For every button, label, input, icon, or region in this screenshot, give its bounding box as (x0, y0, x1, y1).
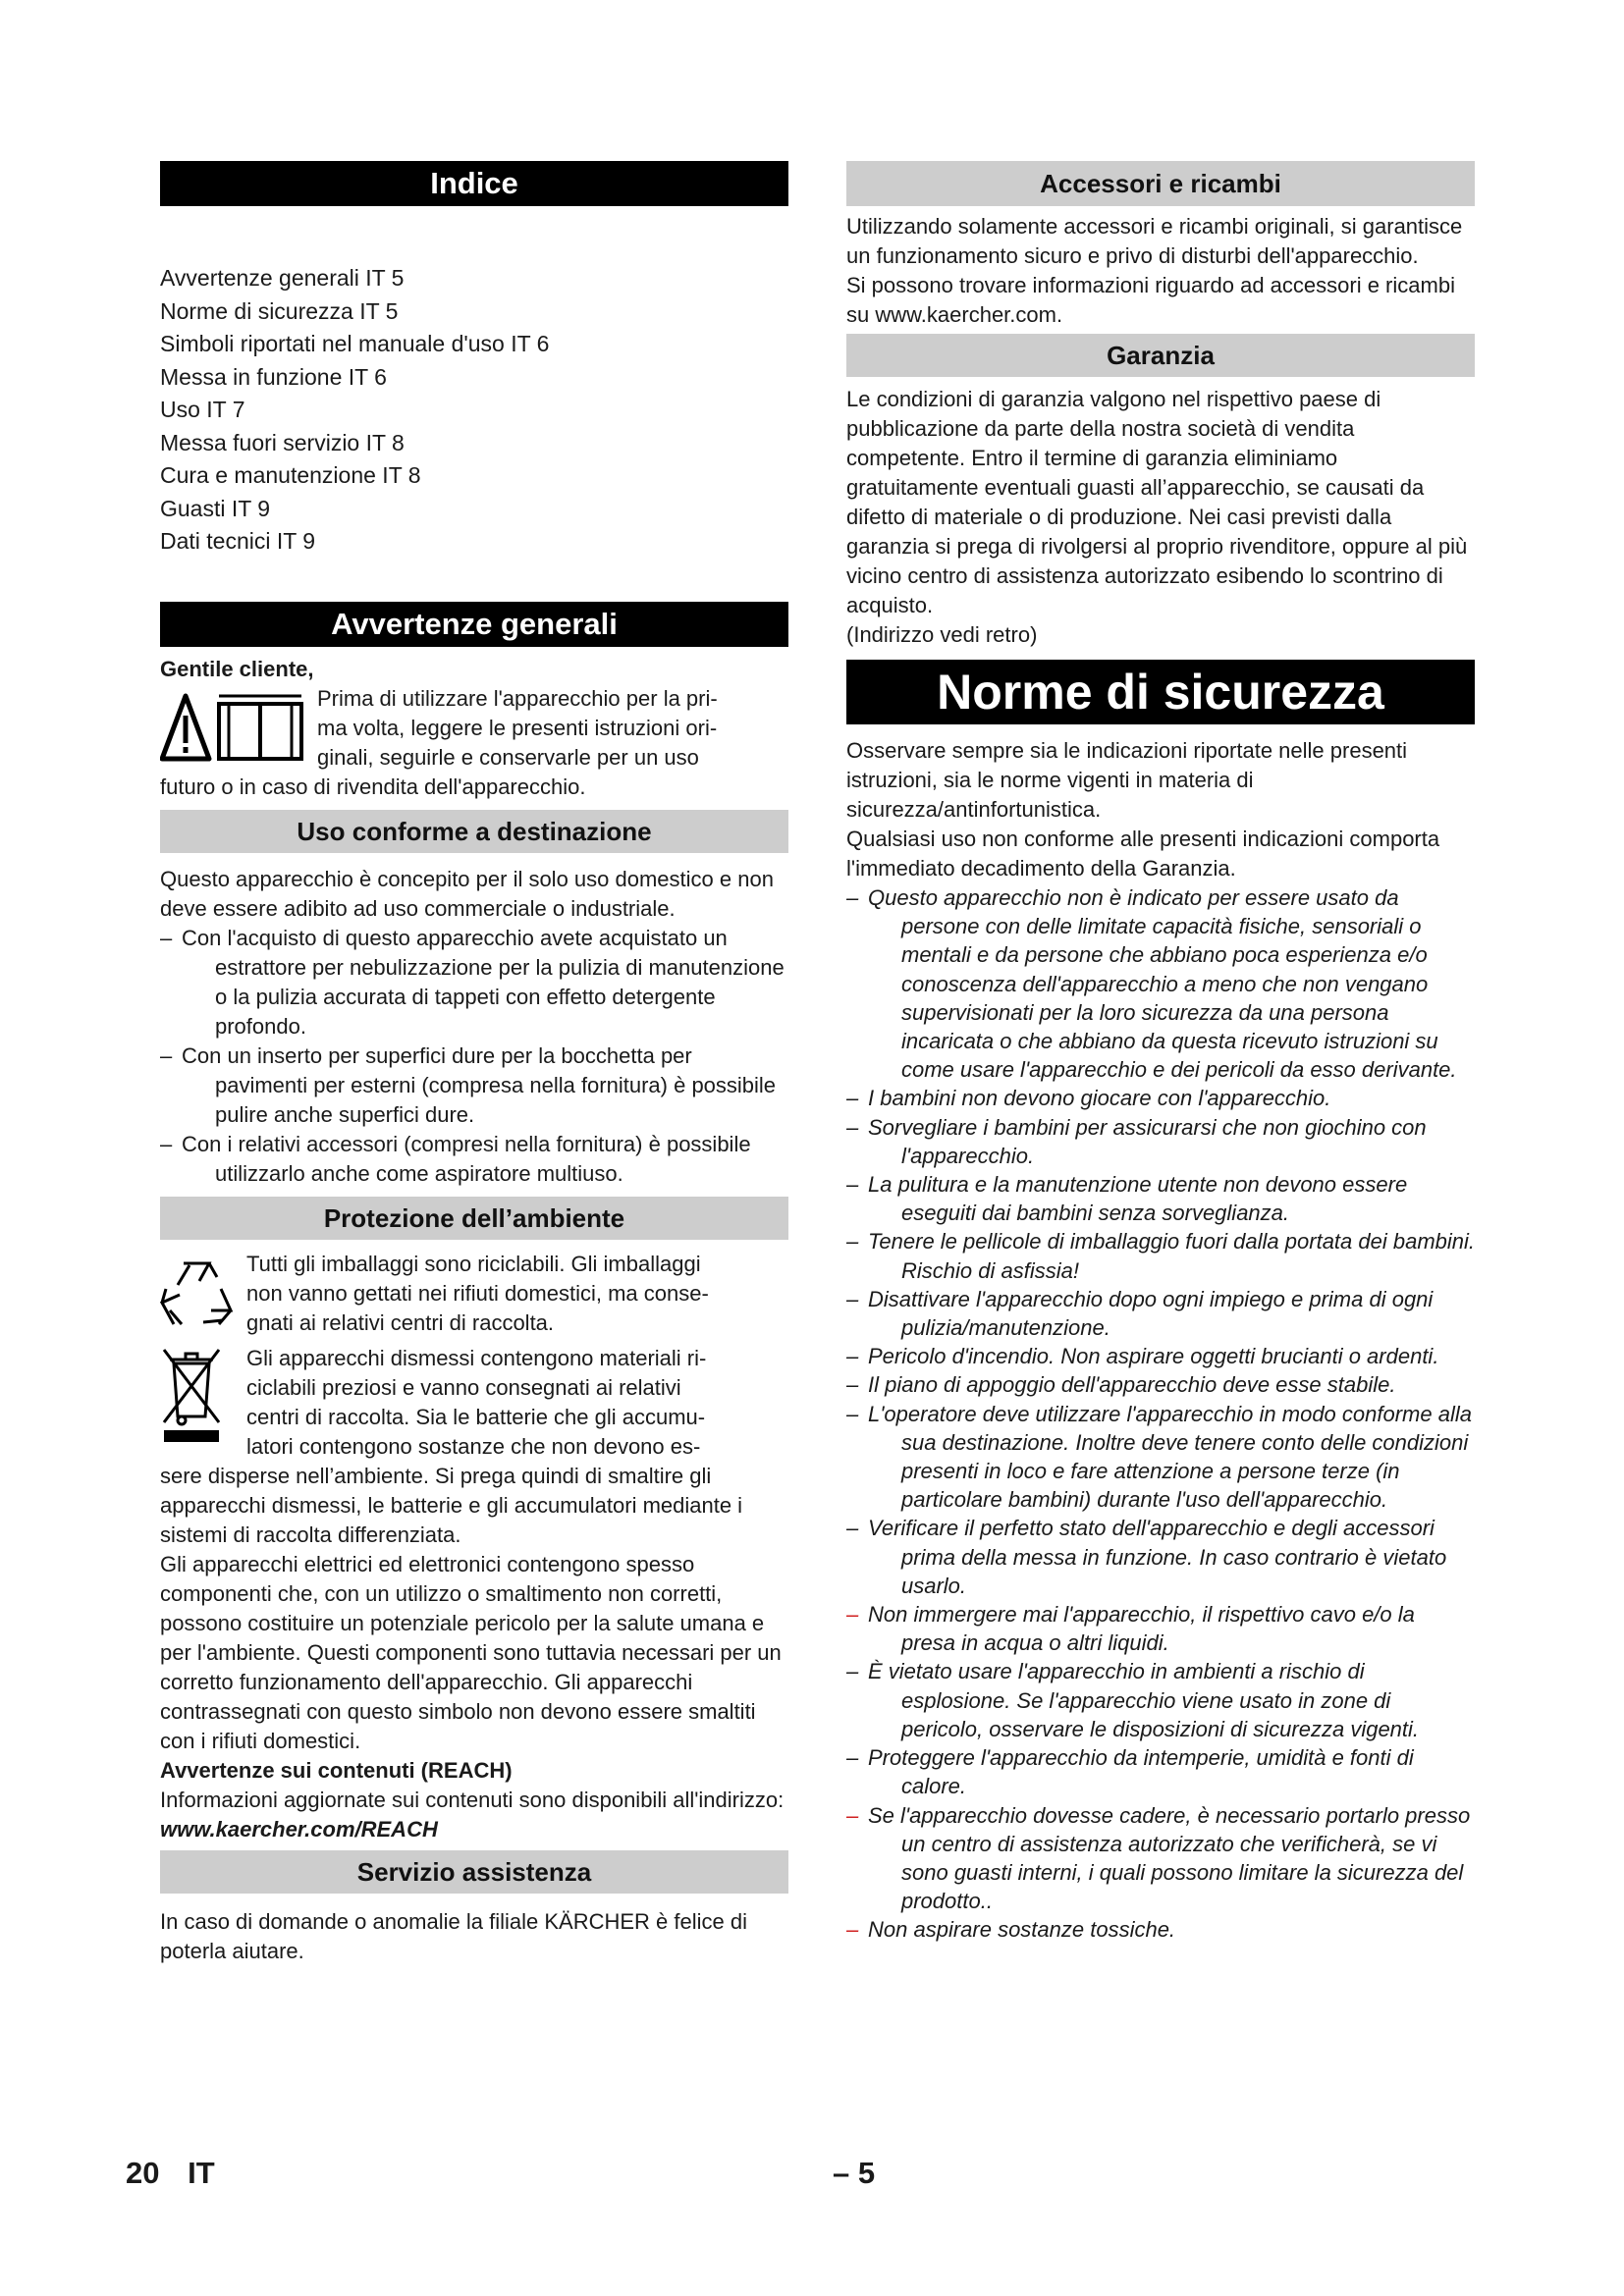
toc-item[interactable]: Dati tecnici IT 9 (160, 528, 316, 554)
electrical-text: Gli apparecchi elettrici ed elettronici contengono spesso componenti che, con un utilizzo o smaltimento non corretti, possono costituire un potenziale pericolo per la salute umana e per l'ambiente. Questi componenti sono tuttavia necessari per un corretto funzionamento dell'apparecchio. Gli apparecchi contrassegnati con questo simbolo non devono essere smaltiti con i rifiuti domestici. (160, 1551, 782, 1753)
list-item (846, 1657, 1475, 1743)
list-dash: – (846, 1172, 859, 1198)
list-text: Questo apparecchio non è indicato per essere usato da persone con delle limitate capacità fisiche, sensoriali o mentali e da persone che abbiano poca esperienza e/o conoscenza dell'apparecchio a meno che non vengano supervisionati per la loro sicurezza da una persona incaricata o che abbiano da questa ricevuto istruzioni su come usare l'apparecchio e dei pericoli da esso derivante. (868, 885, 1457, 1083)
list-item (846, 1342, 1475, 1370)
list-item (846, 1400, 1475, 1515)
list-text: Se l'apparecchio dovesse cadere, è necessario portarlo presso un centro di assistenza autorizzato che verificherà, se vi sono guasti interni, i quali possono limitare la sicurezza del prodotto.. (868, 1802, 1471, 1914)
list-item (846, 1370, 1475, 1399)
list-dash: – (846, 1802, 859, 1828)
page-number-right: – 5 (833, 2156, 876, 2190)
safety-list (846, 883, 1475, 1945)
warranty-address: (Indirizzo vedi retro) (846, 622, 1038, 647)
list-dash: – (160, 1042, 173, 1068)
list-text: Non aspirare sostanze tossiche. (868, 1917, 1176, 1943)
intro-line: ma volta, leggere le presenti istruzioni ori- (317, 715, 718, 740)
weee-line: centri di raccolta. Sia le batterie che gli accumu- (246, 1404, 706, 1429)
toc-item[interactable]: Messa fuori servizio IT 8 (160, 429, 405, 455)
reach-heading: Avvertenze sui contenuti (REACH) (160, 1757, 513, 1783)
list-dash: – (846, 1229, 859, 1255)
list-text: Tenere le pellicole di imballaggio fuori dalla portata dei bambini. Rischio di asfissia! (868, 1229, 1476, 1283)
list-text: Non immergere mai l'apparecchio, il rispettivo cavo e/o la presa in acqua o altri liquidi. (868, 1602, 1415, 1656)
weee-line: ciclabili preziosi e vanno consegnati ai relativi (246, 1374, 681, 1400)
toc-item[interactable]: Cura e manutenzione IT 8 (160, 462, 421, 488)
crossed-bin-icon (160, 1346, 223, 1444)
list-dash: – (846, 1917, 859, 1943)
list-item (846, 1170, 1475, 1227)
greeting: Gentile cliente, (160, 656, 314, 681)
page-number: 20 (126, 2156, 160, 2190)
list-item (846, 1743, 1475, 1800)
list-text: È vietato usare l'apparecchio in ambienti a rischio di esplosione. Se l'apparecchio viene usato in zone di pericolo, osservare le disposizioni di sicurezza vigenti. (868, 1659, 1420, 1741)
intro-line: ginali, seguirle e conservarle per un uso (317, 744, 699, 770)
weee-notice (160, 1344, 788, 1462)
list-item (846, 1915, 1475, 1944)
intended-use-heading: Uso conforme a destinazione (160, 810, 788, 853)
safety-heading: Norme di sicurezza (846, 660, 1475, 724)
list-text: Disattivare l'apparecchio dopo ogni impiego e prima di ogni pulizia/manutenzione. (868, 1286, 1434, 1341)
toc-item[interactable]: Guasti IT 9 (160, 495, 271, 521)
accessories-text: Utilizzando solamente accessori e ricambi originali, si garantisce un funzionamento sicuro e privo di disturbi dell'apparecchio. (846, 214, 1463, 268)
weee-tail: sere disperse nell’ambiente. Si prega quindi di smaltire gli apparecchi dismessi, le batterie e gli accumulatori mediante i sistemi di raccolta differenziata. (160, 1463, 743, 1547)
manual-notice (160, 684, 788, 773)
page-number-left (126, 2156, 215, 2191)
list-dash: – (160, 925, 173, 950)
recycle-line: non vanno gettati nei rifiuti domestici, ma conse- (246, 1280, 709, 1306)
list-text: Con l'acquisto di questo apparecchio avete acquistato un estrattore per nebulizzazione per la pulizia di manutenzione o la pulizia accurata di tappeti con effetto detergente profondo. (182, 925, 785, 1039)
service-text: In caso di domande o anomalie la filiale KÄRCHER è felice di poterla aiutare. (160, 1908, 747, 1963)
list-text: Con un inserto per superfici dure per la bocchetta per pavimenti per esterni (compresa nella fornitura) è possibile pulire anche superfici dure. (182, 1042, 777, 1127)
toc-item[interactable]: Simboli riportati nel manuale d'uso IT 6 (160, 331, 550, 356)
recycle-line: Tutti gli imballaggi sono riciclabili. Gli imballaggi (246, 1251, 701, 1276)
language-code: IT (188, 2156, 215, 2190)
safety-text: Osservare sempre sia le indicazioni riportate nelle presenti istruzioni, sia le norme vigenti in materia di sicurezza/antinfortunistica. (846, 738, 1408, 822)
list-text: Proteggere l'apparecchio da intemperie, umidità e fonti di calore. (868, 1745, 1414, 1799)
warranty-text: Le condizioni di garanzia valgono nel rispettivo paese di pubblicazione da parte della nostra società di vendita competente. Entro il termine di garanzia eliminiamo gratuitamente eventuali guasti all’apparecchio, se causati da difetto di materiale o di produzione. Nei casi previsti dalla garanzia si prega di rivolgersi al proprio rivenditore, oppure al più vicino centro di assistenza autorizzato esibendo lo scontrino di acquisto. (846, 387, 1468, 617)
warranty-heading: Garanzia (846, 334, 1475, 377)
list-dash: – (160, 1131, 173, 1156)
list-dash: – (846, 885, 859, 910)
recycle-line: gnati ai relativi centri di raccolta. (246, 1309, 555, 1335)
recycle-icon (160, 1255, 233, 1330)
list-dash: – (846, 1286, 859, 1311)
list-item (846, 1600, 1475, 1657)
list-item (846, 1801, 1475, 1916)
list-item (846, 883, 1475, 1084)
intro-tail: futuro o in caso di rivendita dell'apparecchio. (160, 774, 586, 799)
list-text: La pulitura e la manutenzione utente non devono essere eseguiti dai bambini senza sorveglianza. (868, 1172, 1408, 1226)
list-text: L'operatore deve utilizzare l'apparecchio in modo conforme alla sua destinazione. Inoltre deve tenere conto delle condizioni presenti in loco e fare attenzione a persone terze (in particolare bambini) durante l'uso dell'apparecchio. (868, 1401, 1472, 1513)
list-text: Il piano di appoggio dell'apparecchio deve esse stabile. (868, 1372, 1396, 1398)
toc-item[interactable]: Uso IT 7 (160, 397, 245, 422)
warning-manual-icon (160, 690, 307, 765)
list-item (846, 1514, 1475, 1600)
environment-heading: Protezione dell’ambiente (160, 1197, 788, 1240)
reach-text: Informazioni aggiornate sui contenuti sono disponibili all'indirizzo: (160, 1787, 785, 1812)
intended-use-list (160, 924, 788, 1189)
table-of-contents (160, 262, 788, 559)
list-dash: – (846, 1401, 859, 1426)
list-dash: – (846, 1086, 859, 1111)
safety-warranty-text: Qualsiasi uso non conforme alle presenti indicazioni comporta l'immediato decadimento della Garanzia. (846, 827, 1440, 881)
list-item (160, 1130, 788, 1189)
accessories-link-text: Si possono trovare informazioni riguardo ad accessori e ricambi su www.kaercher.com. (846, 273, 1455, 327)
list-item (846, 1084, 1475, 1112)
list-text: Sorvegliare i bambini per assicurarsi che non giochino con l'apparecchio. (868, 1114, 1427, 1168)
toc-item[interactable]: Messa in funzione IT 6 (160, 363, 387, 390)
intro-line: Prima di utilizzare l'apparecchio per la pri- (317, 685, 718, 711)
recycle-notice (160, 1250, 788, 1344)
list-text: Verificare il perfetto stato dell'apparecchio e degli accessori prima della messa in funzione. In caso contrario è vietato usarlo. (868, 1516, 1447, 1598)
list-dash: – (846, 1659, 859, 1684)
accessories-heading: Accessori e ricambi (846, 161, 1475, 206)
list-text: Con i relativi accessori (compresi nella fornitura) è possibile utilizzarlo anche come aspiratore multiuso. (182, 1131, 751, 1186)
toc-item[interactable]: Avvertenze generali IT 5 (160, 265, 405, 291)
reach-link[interactable]: www.kaercher.com/REACH (160, 1816, 438, 1842)
general-warnings-heading: Avvertenze generali (160, 602, 788, 647)
list-item (846, 1113, 1475, 1170)
list-dash: – (846, 1114, 859, 1140)
list-item (846, 1227, 1475, 1284)
left-column (160, 161, 788, 1966)
service-heading: Servizio assistenza (160, 1850, 788, 1894)
list-item (160, 924, 788, 1041)
list-dash: – (846, 1516, 859, 1541)
list-item (846, 1285, 1475, 1342)
list-dash: – (846, 1745, 859, 1771)
list-text: I bambini non devono giocare con l'apparecchio. (868, 1086, 1331, 1111)
weee-line: Gli apparecchi dismessi contengono materiali ri- (246, 1345, 707, 1370)
list-item (160, 1041, 788, 1130)
intended-use-text: Questo apparecchio è concepito per il solo uso domestico e non deve essere adibito ad uso commerciale o industriale. (160, 866, 774, 921)
list-dash: – (846, 1602, 859, 1628)
list-dash: – (846, 1344, 859, 1369)
list-text: Pericolo d'incendio. Non aspirare oggetti brucianti o ardenti. (868, 1344, 1439, 1369)
toc-item[interactable]: Norme di sicurezza IT 5 (160, 297, 399, 324)
index-heading: Indice (160, 161, 788, 206)
right-column (846, 161, 1475, 1945)
weee-line: latori contengono sostanze che non devono es- (246, 1433, 701, 1459)
list-dash: – (846, 1372, 859, 1398)
